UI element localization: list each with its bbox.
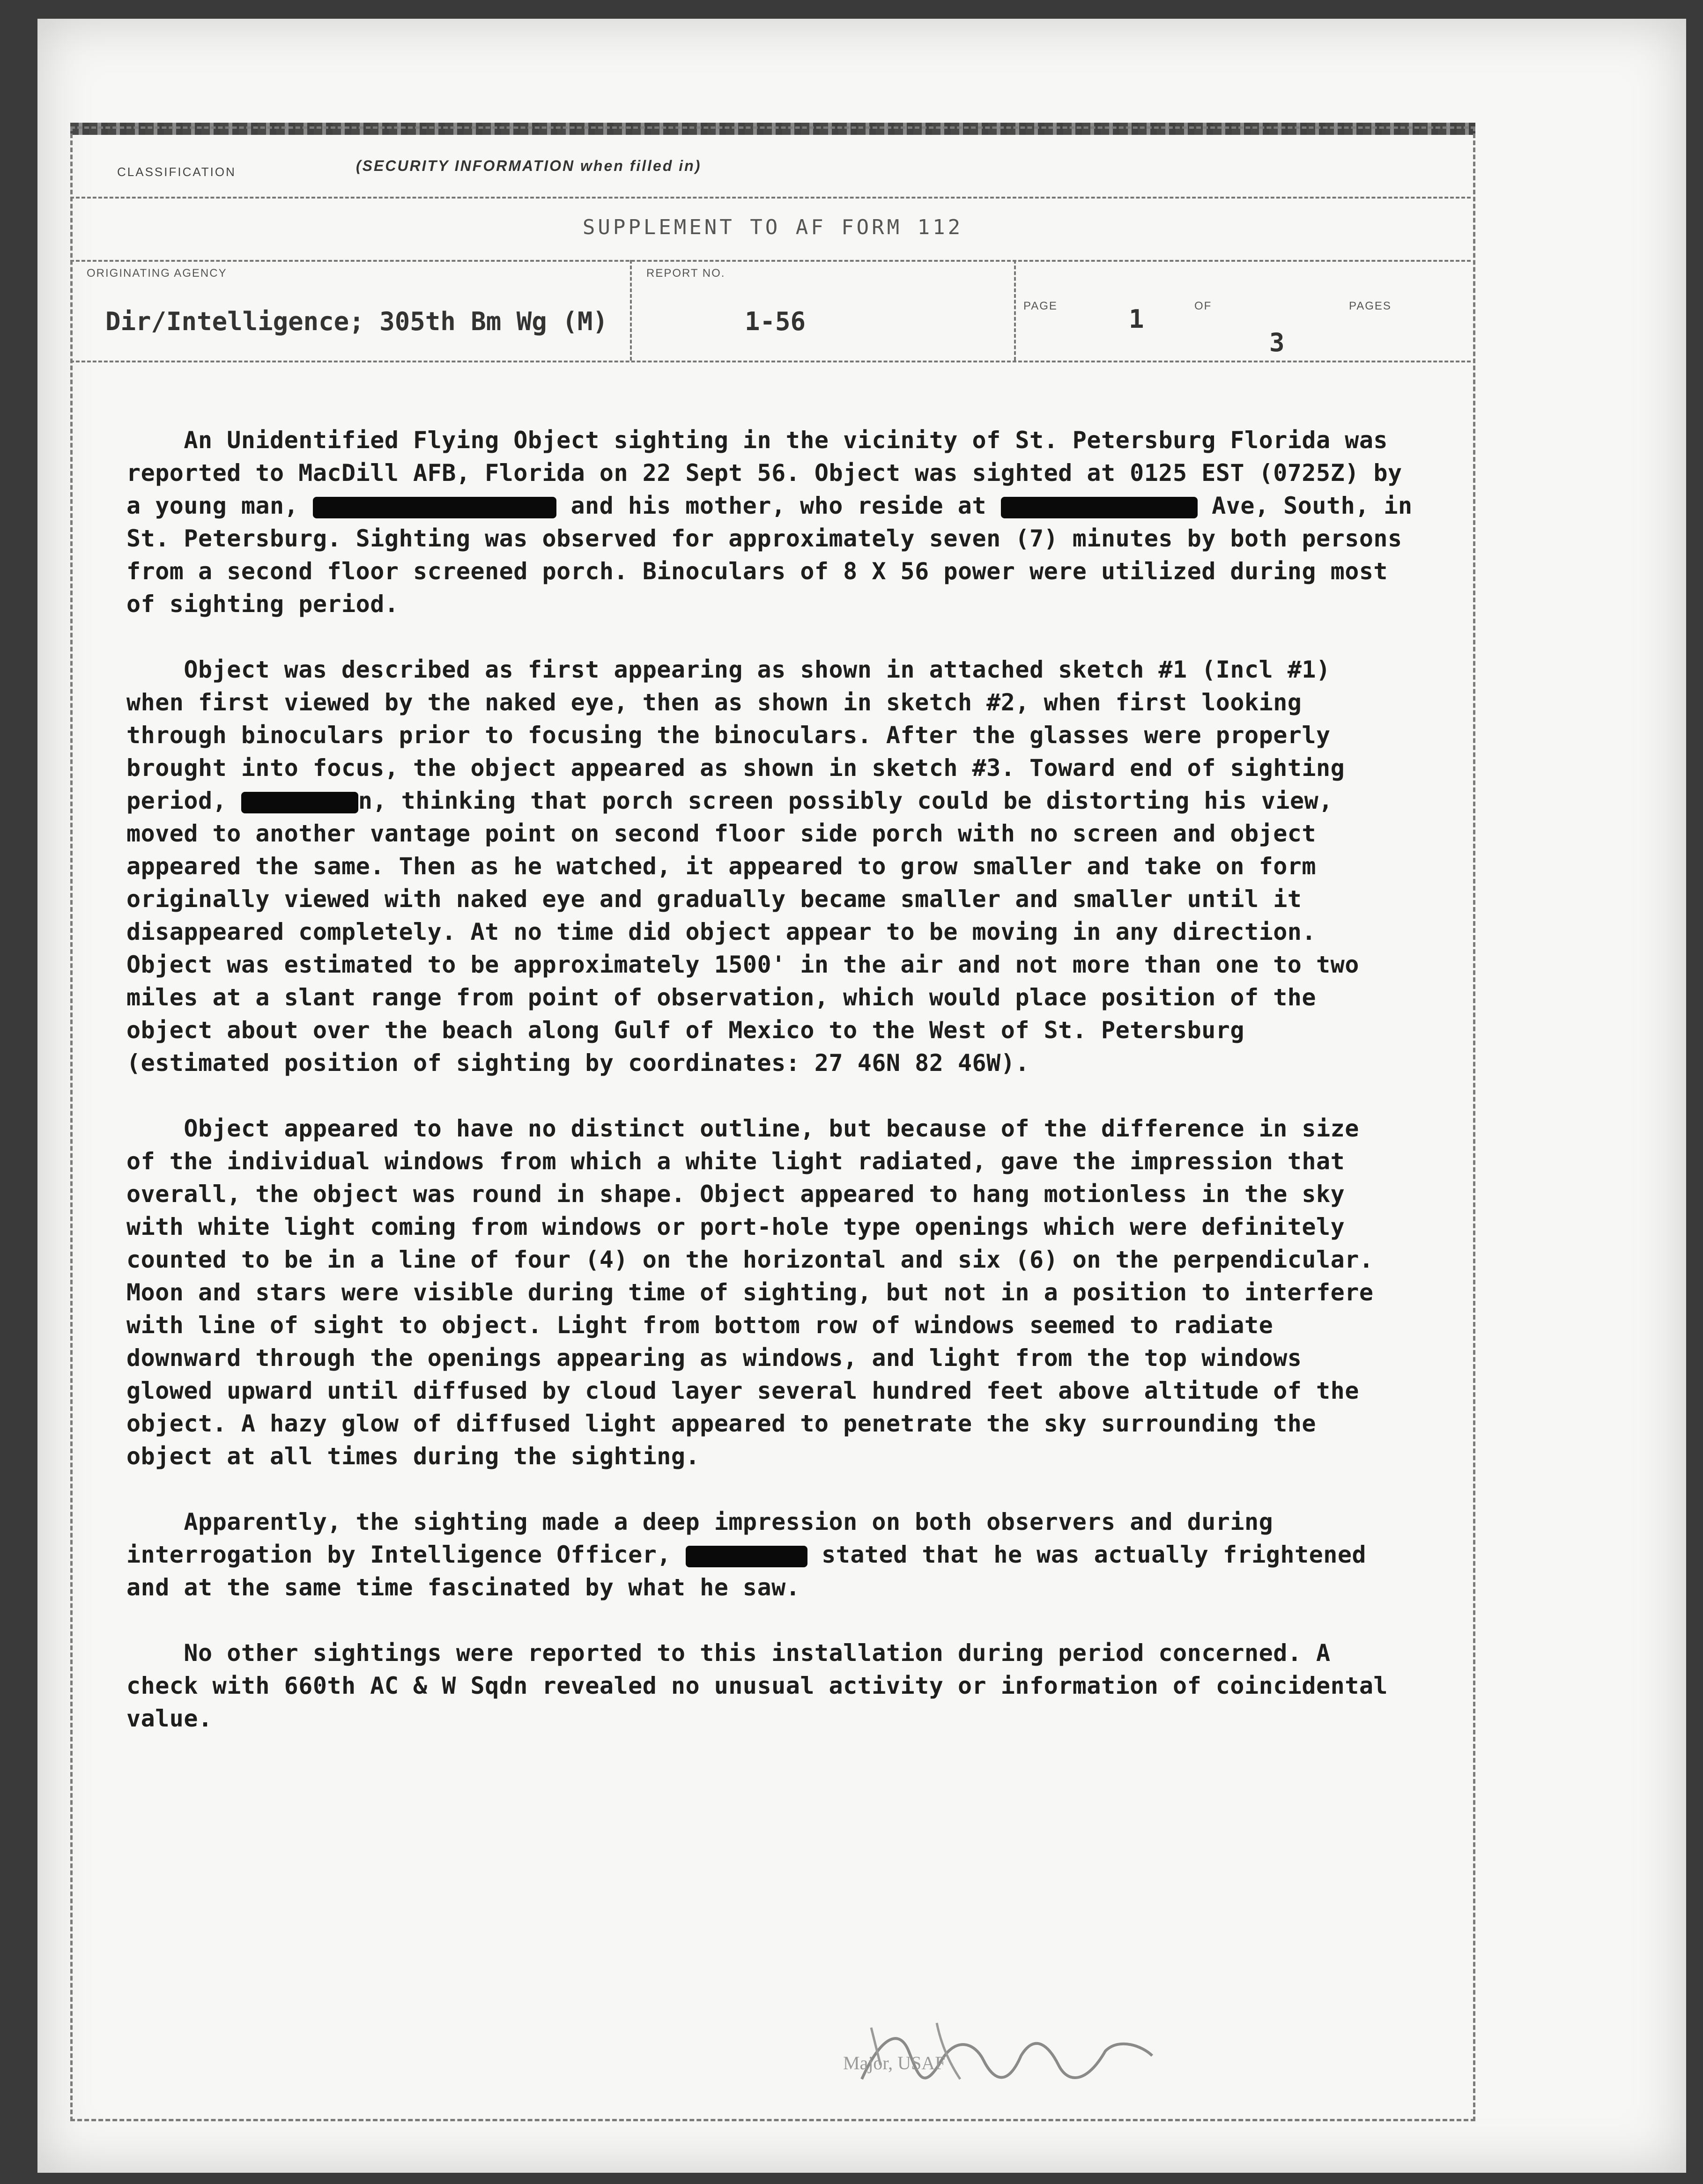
total-pages: 3 [1269, 328, 1285, 357]
paragraph-4-text-b: stated that he was actually frightened and at the same time fascinated by what he saw. [126, 1541, 1381, 1601]
signature-rank: Major, USAF [843, 2052, 946, 2073]
field-divider [1014, 260, 1016, 361]
field-divider [630, 260, 632, 361]
report-no-value: 1-56 [745, 307, 806, 336]
security-information-label: (SECURITY INFORMATION when filled in) [356, 157, 702, 174]
redaction-bar [313, 497, 556, 518]
paragraph-1 [126, 424, 1427, 620]
paragraph-2-text-a: Object was described as first appearing as shown in attached sketch #1 (Incl #1) when first viewed by the naked eye, then as shown in sketch #2, when first looking through binoculars prior to focusing the binoculars. After the glasses were properly brought into focus, the object appeared as shown in sketch #3. Toward end of sighting period, [126, 656, 1359, 814]
classification-label: CLASSIFICATION [117, 165, 236, 179]
report-body [126, 424, 1427, 1768]
header-divider [70, 260, 1471, 262]
paragraph-5-text: No other sightings were reported to this installation during period concerned. A check with 660th AC & W Sqdn revealed no unusual activity or information of coincidental value. [126, 1639, 1402, 1732]
page-label: PAGE [1023, 300, 1058, 312]
header-divider [70, 361, 1471, 362]
redaction-bar [241, 792, 358, 813]
originating-agency-label: ORIGINATING AGENCY [87, 267, 227, 280]
signature-block [843, 2051, 945, 2075]
pages-label: PAGES [1349, 300, 1392, 312]
of-label: OF [1194, 300, 1212, 312]
redaction-bar [686, 1546, 807, 1567]
paragraph-4-text-a: Apparently, the sighting made a deep impression on both observers and during interrogation by Intelligence Officer, [126, 1508, 1288, 1568]
header-divider [70, 197, 1471, 199]
redaction-bar [1001, 497, 1198, 518]
form-title: SUPPLEMENT TO AF FORM 112 [582, 215, 963, 239]
paragraph-4 [126, 1505, 1391, 1604]
paragraph-3 [126, 1112, 1391, 1473]
page-number: 1 [1129, 304, 1144, 334]
paragraph-2 [126, 653, 1391, 1079]
paragraph-3-text: Object appeared to have no distinct outline, but because of the difference in size of the individual windows from which a white light radiated, gave the impression that overall, the object was round in shape. Object appeared to hang motionless in the sky with white light coming from windows or port-hole type openings which were definitely counted to be in a line of four (4) on the horizontal and six (6) on the perpendicular. Moon and stars were visible during time of sighting, but not in a position to interfere with line of sight to object. Light from bottom row of windows seemed to radiate downward through the openings appearing as windows, and light from the top windows glowed upward until diffused by cloud layer several hundred feet above altitude of the object. A hazy glow of diffused light appeared to penetrate the sky surrounding the object at all times during the sighting. [126, 1115, 1388, 1470]
paragraph-5 [126, 1637, 1402, 1735]
paragraph-1-text-b: and his mother, who reside at [570, 492, 986, 519]
paragraph-1-text-c: Ave, South, in St. Petersburg. Sighting was observed for approximately seven (7) minutes by both persons from a second floor screened porch. Binoculars of 8 X 56 power were utilized during most of sighting period. [126, 492, 1427, 618]
paragraph-2-text-b: n, thinking that porch screen possibly could be distorting his view, moved to another vantage point on second floor side porch with no screen and object appeared the same. Then as he watched, it appeared to grow smaller and take on form originally viewed with naked eye and gradually became smaller and smaller until it disappeared completely. At no time did object appear to be moving in any direction. Object was estimated to be approximately 1500' in the air and not more than one to two miles at a slant range from point of observation, which would place position of the object about over the beach along Gulf of Mexico to the West of St. Petersburg (estimated position of sighting by coordinates: 27 46N 82 46W). [126, 787, 1374, 1077]
paragraph-1-text-a: An Unidentified Flying Object sighting in the vicinity of St. Petersburg Florida was reported to MacDill AFB, Florida on 22 Sept 56. Object was sighted at 0125 EST (0725Z) by a young man, [126, 427, 1417, 519]
originating-agency-value: Dir/Intelligence; 305th Bm Wg (M) [105, 307, 608, 336]
report-no-label: REPORT NO. [646, 267, 726, 280]
